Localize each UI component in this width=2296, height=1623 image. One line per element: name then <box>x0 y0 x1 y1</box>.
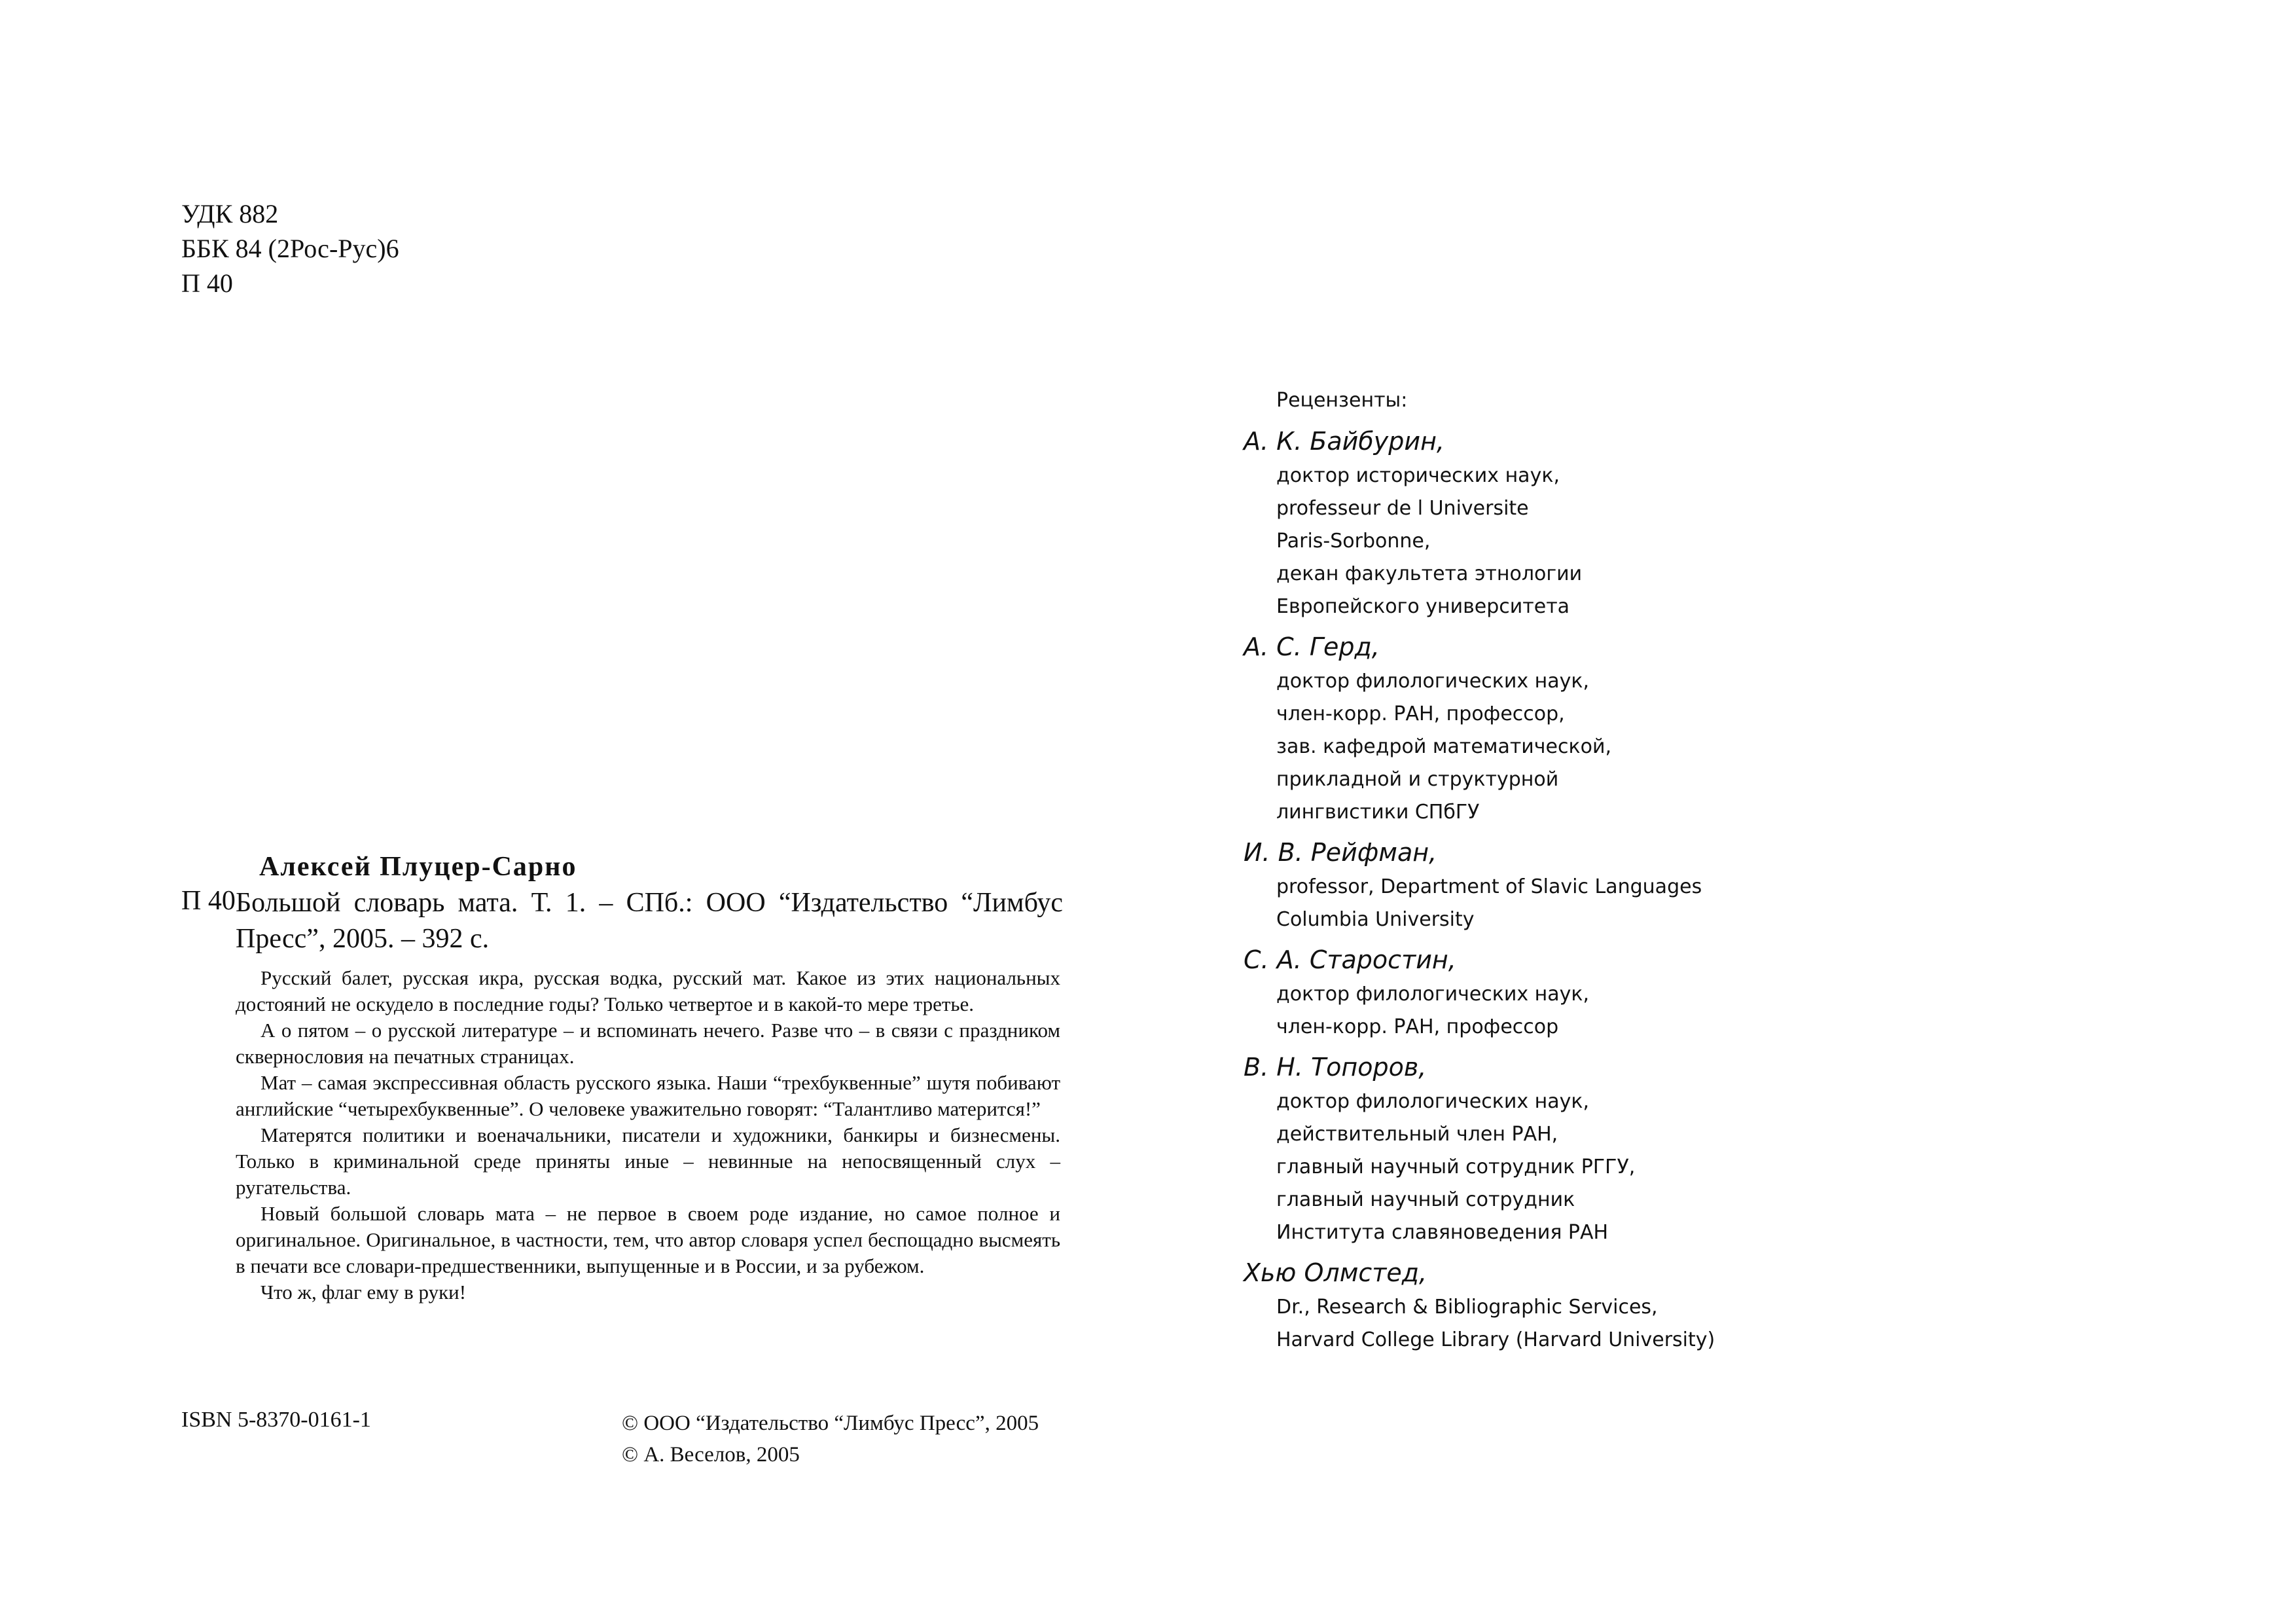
biblio-citation: Большой словарь мата. Т. 1. – СПб.: ООО “Издательство “Лимбус Пресс”, 2005. – 392 с. <box>236 888 1063 954</box>
reviewer-entry <box>1244 1254 2029 1357</box>
reviewer-credential: действительный член РАН, <box>1276 1123 1558 1146</box>
reviewer-credential: Института славяноведения РАН <box>1276 1221 1609 1244</box>
author-mark: П 40 <box>181 268 233 298</box>
bbk-index: ББК 84 (2Рос-Рус)6 <box>181 234 399 263</box>
copyright-publisher: © ООО “Издательство “Лимбус Пресс”, 2005 <box>622 1412 1039 1435</box>
reviewer-credential: лингвистики СПбГУ <box>1276 801 1480 824</box>
reviewer-name: И. В. Рейфман, <box>1244 838 1437 867</box>
reviewer-credential: Европейского университета <box>1276 595 1570 618</box>
annotation-paragraph: Что ж, флаг ему в руки! <box>260 1281 467 1304</box>
reviewer-name: А. С. Герд, <box>1244 632 1380 661</box>
reviewer-credential: доктор исторических наук, <box>1276 464 1560 487</box>
isbn: ISBN 5-8370-0161-1 <box>181 1408 371 1432</box>
reviewer-credential: Paris-Sorbonne, <box>1276 530 1431 553</box>
udk-index: УДК 882 <box>181 199 279 228</box>
reviewer-credential: прикладной и структурной <box>1276 768 1559 791</box>
reviewer-credential: член-корр. РАН, профессор, <box>1276 702 1565 725</box>
annotation-paragraph: Русский балет, русская икра, русская водка, русский мат. Какое из этих национальных достояний не оскудело в последние годы? Только четвертое и в какой-то мере третье. <box>236 966 1060 1015</box>
annotation <box>236 965 1060 1305</box>
reviewer-credential: доктор филологических наук, <box>1276 983 1590 1006</box>
annotation-paragraph: Мат – самая экспрессивная область русского языка. Наши “трехбуквенные” шутя побивают английские “четырехбуквенные”. О человеке уважительно говорят: “Талантливо матерится!” <box>236 1071 1060 1120</box>
copyright-block <box>622 1408 1039 1470</box>
reviewer-credential: доктор филологических наук, <box>1276 670 1590 693</box>
copyright-author: © А. Веселов, 2005 <box>622 1443 800 1467</box>
reviewer-entry <box>1244 423 2029 623</box>
reviewer-name: А. К. Байбурин, <box>1244 427 1445 456</box>
reviewers-title: Рецензенты: <box>1276 389 1408 412</box>
reviewer-entry <box>1244 629 2029 829</box>
reviewer-credential: professor, Department of Slavic Languages <box>1276 875 1702 898</box>
reviewer-credential: Columbia University <box>1276 908 1475 931</box>
annotation-paragraph: Новый большой словарь мата – не первое в своем роде издание, но самое полное и оригинальное. Оригинальное, в частности, тем, что автор словаря успел беспощадно высмеять в печати все словари-предшественники, выпущенные и в России, и за рубежом. <box>236 1202 1060 1277</box>
reviewer-name: С. А. Старостин, <box>1244 945 1456 974</box>
reviewer-credential: член-корр. РАН, профессор <box>1276 1015 1559 1038</box>
reviewers-block <box>1244 388 2029 1362</box>
annotation-paragraph: Матерятся политики и военачальники, писатели и художники, банкиры и бизнесмены. Только в криминальной среде приняты иные – невинные на непосвященный слух – ругательства. <box>236 1123 1060 1199</box>
reviewer-name: Хью Олмстед, <box>1244 1258 1427 1287</box>
reviewer-entry <box>1244 834 2029 936</box>
reviewer-name: В. Н. Топоров, <box>1244 1053 1427 1082</box>
reviewer-credential: professeur de l Universite <box>1276 497 1529 520</box>
biblio-author-mark: П 40 <box>181 886 236 916</box>
reviewer-credential: доктор филологических наук, <box>1276 1090 1590 1113</box>
reviewer-credential: главный научный сотрудник РГГУ, <box>1276 1156 1636 1178</box>
reviewer-credential: декан факультета этнологии <box>1276 562 1583 585</box>
book-author: Алексей Плуцер-Сарно <box>259 852 577 882</box>
reviewer-credential: зав. кафедрой математической, <box>1276 735 1611 758</box>
reviewer-entry <box>1244 1049 2029 1249</box>
reviewer-entry <box>1244 941 2029 1044</box>
annotation-paragraph: А о пятом – о русской литературе – и вспоминать нечего. Разве что – в связи с праздником сквернословия на печатных страницах. <box>236 1019 1060 1068</box>
classification-block <box>181 196 399 301</box>
reviewer-credential: главный научный сотрудник <box>1276 1188 1575 1211</box>
reviewer-credential: Harvard College Library (Harvard University) <box>1276 1328 1715 1351</box>
reviewer-credential: Dr., Research & Bibliographic Services, <box>1276 1296 1658 1319</box>
